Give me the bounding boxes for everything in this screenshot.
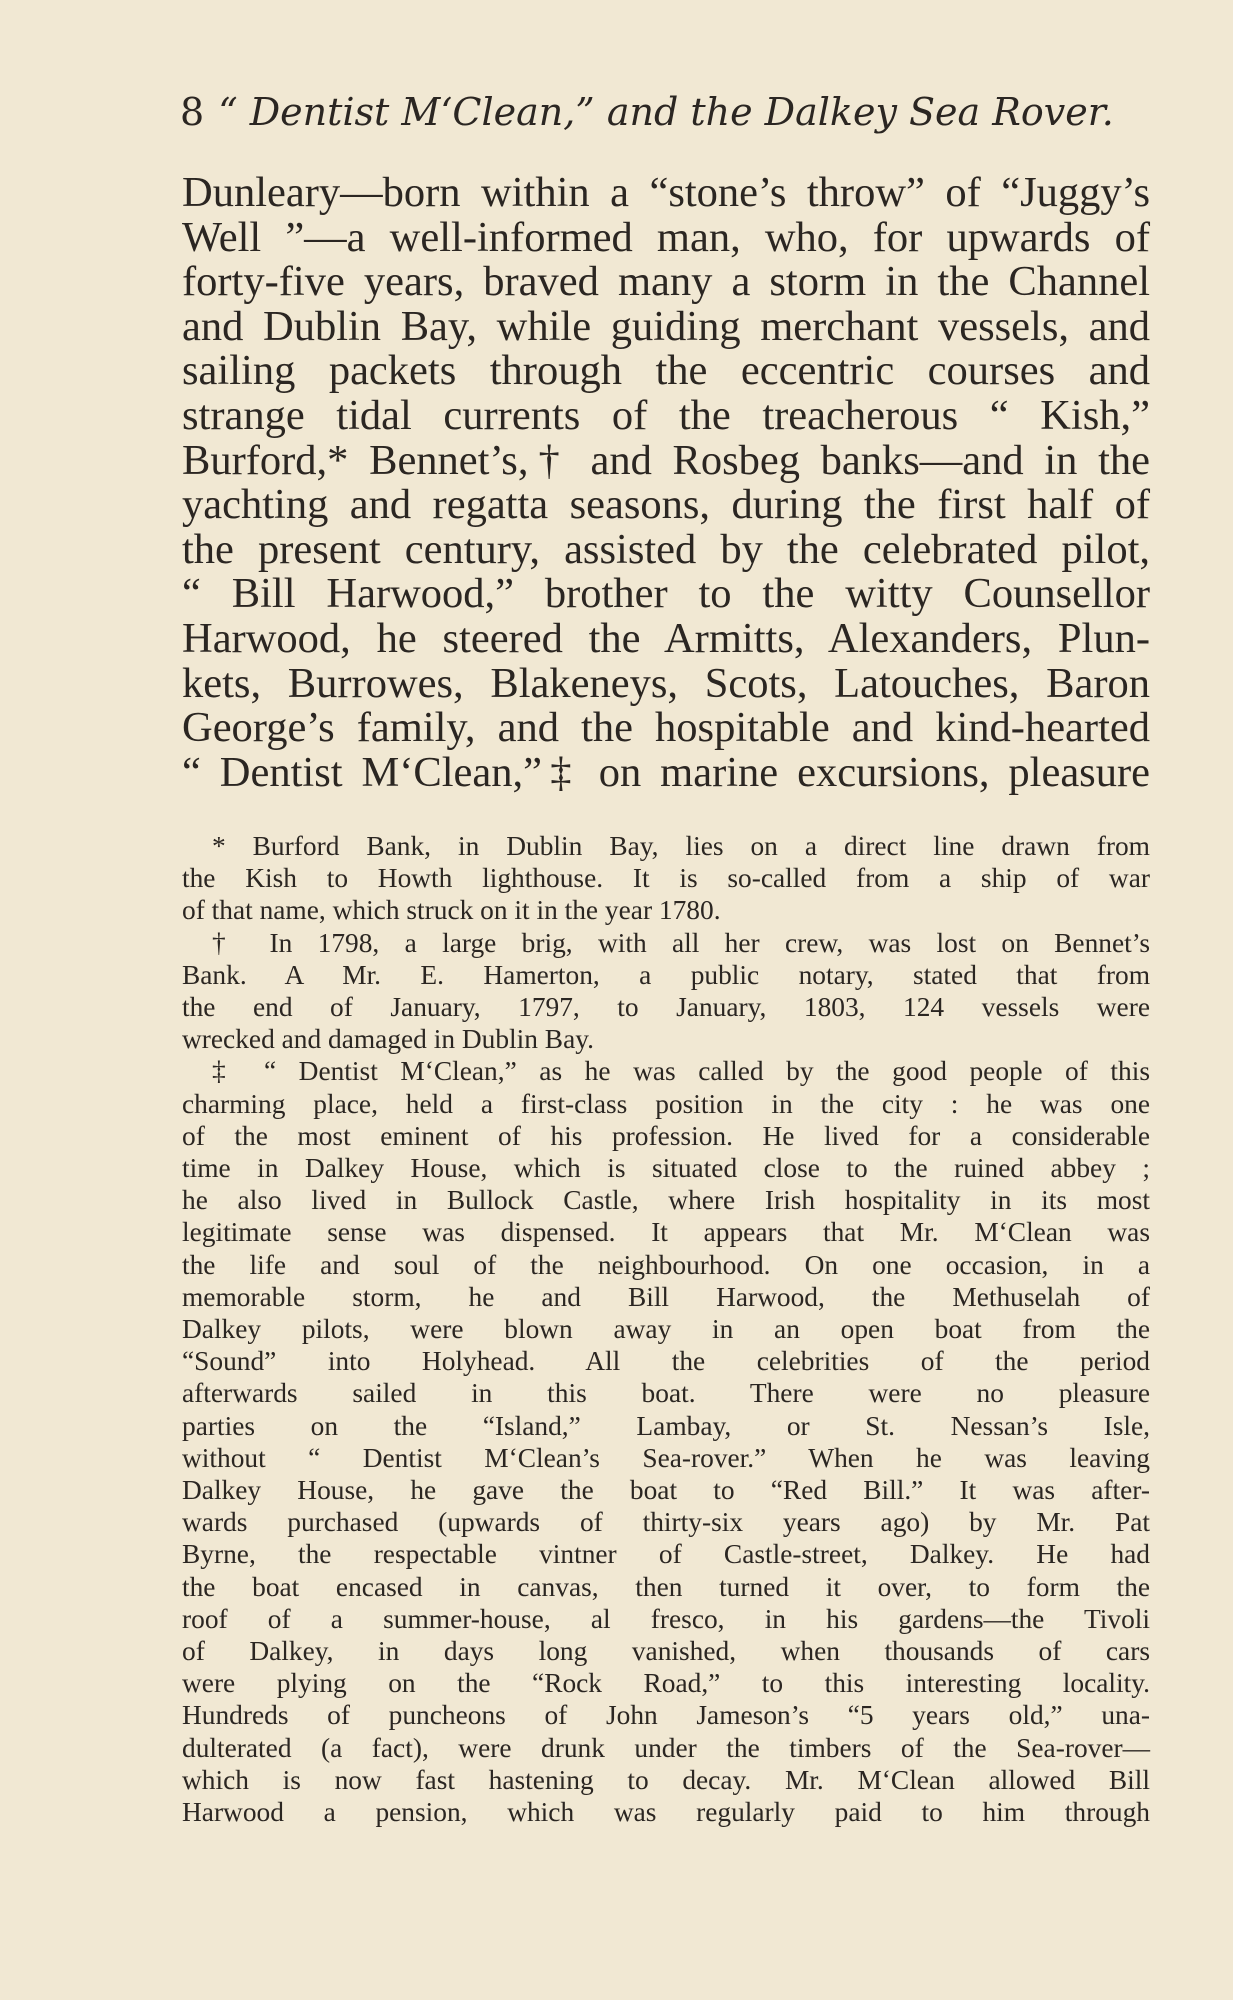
footnote-line: Byrne, the respectable vintner of Castle-street, Dalkey. He had — [182, 1539, 1150, 1570]
body-line: strange tidal currents of the treacherous “ Kish,” — [182, 391, 1150, 439]
footnote-line: Dalkey pilots, were blown away in an open boat from the — [182, 1314, 1150, 1345]
footnote-line: Hundreds of puncheons of John Jameson’s “5 years old,” una- — [182, 1700, 1150, 1731]
footnote-line: time in Dalkey House, which is situated close to the ruined abbey ; — [182, 1153, 1150, 1184]
body-line: Burford,* Bennet’s,† and Rosbeg banks—and in the — [182, 436, 1150, 484]
body-line: and Dublin Bay, while guiding merchant vessels, and — [182, 302, 1150, 350]
footnote-line: memorable storm, he and Bill Harwood, the Methuselah of — [182, 1281, 1150, 1312]
footnote-line: Harwood a pension, which was regularly paid to him through — [182, 1797, 1150, 1828]
footnote-line: “Sound” into Holyhead. All the celebrities of the period — [182, 1346, 1150, 1377]
footnote-line: the Kish to Howth lighthouse. It is so-called from a ship of war — [182, 863, 1150, 894]
running-title: “ Dentist M‘Clean,” and the Dalkey Sea Rover. — [218, 90, 1114, 134]
footnote-line: were plying on the “Rock Road,” to this interesting locality. — [182, 1668, 1150, 1699]
body-line: the present century, assisted by the celebrated pilot, — [182, 525, 1150, 573]
footnote-line: charming place, held a first-class position in the city : he was one — [182, 1088, 1150, 1119]
footnote-line: without “ Dentist M‘Clean’s Sea-rover.” When he was leaving — [182, 1442, 1150, 1473]
footnote-line: wrecked and damaged in Dublin Bay. — [182, 1024, 594, 1055]
footnote-line: afterwards sailed in this boat. There were no pleasure — [182, 1378, 1150, 1409]
body-text — [182, 171, 1150, 795]
footnote-line: Dalkey House, he gave the boat to “Red Bill.” It was after- — [182, 1475, 1150, 1506]
footnote-line: dulterated (a fact), were drunk under the timbers of the Sea-rover— — [182, 1732, 1150, 1763]
footnote-dentist-mcclean — [182, 1055, 1150, 1828]
footnote-line: of Dalkey, in days long vanished, when thousands of cars — [182, 1636, 1150, 1667]
body-line: “ Bill Harwood,” brother to the witty Counsellor — [182, 570, 1150, 618]
footnote-line: ‡ “ Dentist M‘Clean,” as he was called by the good people of this — [212, 1056, 1150, 1087]
footnote-line: † In 1798, a large brig, with all her crew, was lost on Bennet’s — [212, 927, 1150, 958]
footnote-line: he also lived in Bullock Castle, where Irish hospitality in its most — [182, 1185, 1150, 1216]
footnote-line: * Burford Bank, in Dublin Bay, lies on a direct line drawn from — [212, 831, 1150, 861]
footnote-bennets-bank — [182, 927, 1150, 1056]
body-line: Dunleary—born within a “stone’s throw” of “Juggy’s — [182, 169, 1150, 216]
footnote-line: which is now fast hastening to decay. Mr. M‘Clean allowed Bill — [182, 1764, 1150, 1795]
body-line: yachting and regatta seasons, during the first half of — [182, 481, 1150, 529]
footnote-line: roof of a summer-house, al fresco, in his gardens—the Tivoli — [182, 1603, 1150, 1634]
footnote-burford-bank — [182, 830, 1150, 927]
body-line: forty-five years, braved many a storm in the Channel — [182, 258, 1150, 306]
body-line: Well ”—a well-informed man, who, for upwards of — [182, 213, 1150, 261]
footnote-line: Bank. A Mr. E. Hamerton, a public notary, stated that from — [182, 959, 1150, 990]
body-line: kets, Burrowes, Blakeneys, Scots, Latouches, Baron — [182, 659, 1150, 707]
footnote-line: parties on the “Island,” Lambay, or St. Nessan’s Isle, — [182, 1410, 1150, 1441]
page-number: 8 — [180, 90, 205, 134]
body-line: Harwood, he steered the Armitts, Alexanders, Plun- — [182, 614, 1150, 662]
body-line: George’s family, and the hospitable and kind-hearted — [182, 704, 1150, 752]
footnote-line: the boat encased in canvas, then turned it over, to form the — [182, 1571, 1150, 1602]
footnote-line: of that name, which struck on it in the year 1780. — [182, 895, 721, 926]
footnote-line: the end of January, 1797, to January, 1803, 124 vessels were — [182, 992, 1150, 1023]
footnotes — [182, 830, 1150, 1828]
footnote-line: legitimate sense was dispensed. It appears that Mr. M‘Clean was — [182, 1217, 1150, 1248]
footnote-line: the life and soul of the neighbourhood. On one occasion, in a — [182, 1249, 1150, 1280]
running-head — [180, 88, 1130, 136]
body-line: sailing packets through the eccentric courses and — [182, 347, 1150, 395]
body-line: “ Dentist M‘Clean,”‡ on marine excursions, pleasure — [182, 748, 1150, 796]
footnote-line: wards purchased (upwards of thirty-six years ago) by Mr. Pat — [182, 1507, 1150, 1538]
footnote-line: of the most eminent of his profession. He lived for a considerable — [182, 1120, 1150, 1151]
